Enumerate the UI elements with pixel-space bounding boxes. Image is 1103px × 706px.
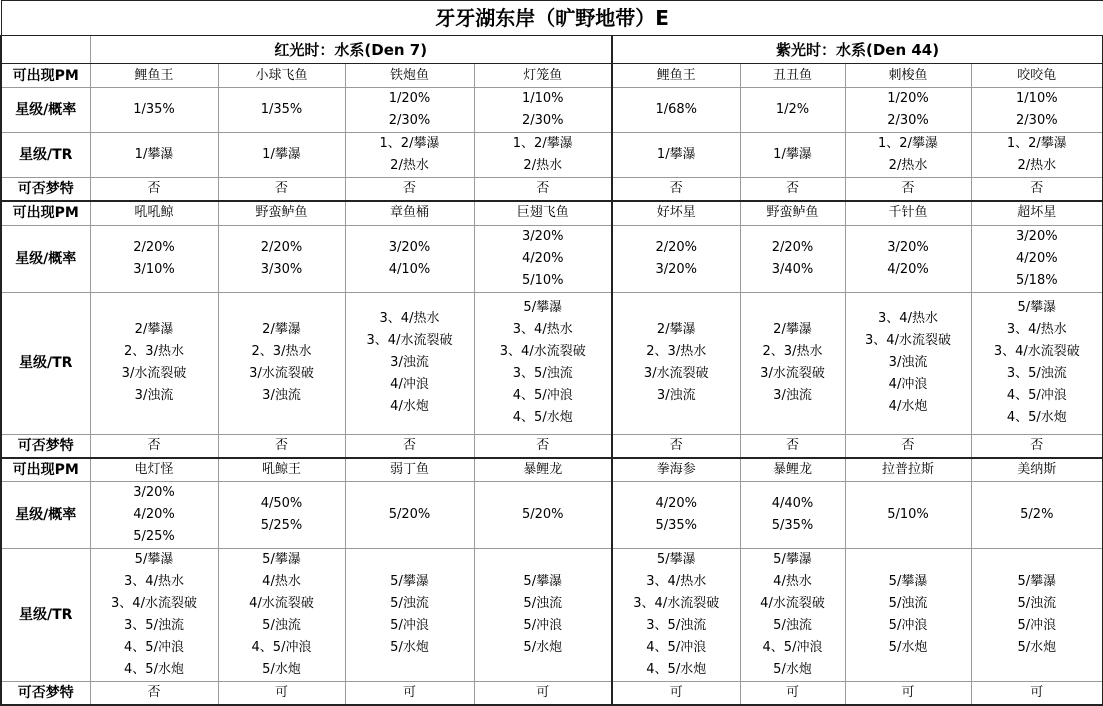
cell-gmax: 否 xyxy=(90,682,218,706)
cell-pm: 小球飞鱼 xyxy=(218,64,345,88)
cell-pm: 章鱼桶 xyxy=(345,201,474,225)
cell-line: 5/冲浪 xyxy=(523,618,563,633)
cell-tr xyxy=(345,133,474,178)
cell-line: 4、5/水炮 xyxy=(1006,410,1067,425)
cell-line: 4、5/冲浪 xyxy=(512,388,573,403)
cell-line: 1、2/攀瀑 xyxy=(878,136,938,151)
cell-tr xyxy=(971,549,1103,682)
row-label-pm: 可出现PM xyxy=(1,458,90,482)
cell-line: 1、2/攀瀑 xyxy=(1006,136,1067,151)
cell-line: 1、2/攀瀑 xyxy=(379,136,440,151)
cell-gmax: 可 xyxy=(740,682,845,706)
cell-line: 3/浊流 xyxy=(134,388,174,403)
cell-line: 3、4/热水 xyxy=(1006,322,1067,337)
row-gmax-section-3 xyxy=(1,682,1103,706)
row-pm-section-3 xyxy=(1,458,1103,482)
cell-line: 3、5/浊流 xyxy=(512,366,573,381)
cell-line: 3/浊流 xyxy=(888,355,928,370)
cell-tr xyxy=(845,292,971,434)
cell-gmax: 可 xyxy=(845,682,971,706)
cell-line: 5/水炮 xyxy=(773,662,812,677)
cell-line: 1/攀瀑 xyxy=(656,147,696,162)
cell-line: 5/18% xyxy=(1016,272,1058,288)
row-star-section-1 xyxy=(1,88,1103,133)
cell-line: 3/20% xyxy=(1016,228,1058,244)
cell-line: 1/20% xyxy=(388,91,431,106)
cell-line: 3/水流裂破 xyxy=(249,366,314,381)
cell-pm: 鲤鱼王 xyxy=(612,64,740,88)
cell-line: 4/冲浪 xyxy=(888,377,928,392)
row-tr-section-1 xyxy=(1,133,1103,178)
cell-line: 3、5/浊流 xyxy=(1006,366,1067,381)
cell-line: 4/冲浪 xyxy=(390,377,429,392)
cell-line: 2/20% xyxy=(655,239,698,255)
cell-gmax: 否 xyxy=(740,178,845,202)
cell-tr xyxy=(218,549,345,682)
cell-line: 5/攀瀑 xyxy=(1017,574,1057,589)
cell-tr xyxy=(612,292,740,434)
cell-line: 2、3/热水 xyxy=(124,344,184,359)
cell-star xyxy=(845,88,971,133)
row-label-gmax: 可否梦特 xyxy=(1,178,90,202)
row-star-section-2 xyxy=(1,225,1103,292)
cell-line: 3、4/水流裂破 xyxy=(366,333,453,348)
cell-line: 5/10% xyxy=(887,507,929,522)
cell-line: 4/水炮 xyxy=(888,399,928,414)
cell-line: 3/20% xyxy=(887,239,929,255)
cell-gmax: 否 xyxy=(612,178,740,202)
cell-star xyxy=(474,88,612,133)
cell-line: 3/水流裂破 xyxy=(760,366,825,381)
cell-tr xyxy=(971,133,1103,178)
cell-line: 5/攀瀑 xyxy=(656,552,696,567)
cell-line: 3/浊流 xyxy=(390,355,429,370)
cell-line: 3/20% xyxy=(133,485,175,500)
cell-pm: 吼鲸王 xyxy=(218,458,345,482)
cell-line: 2/30% xyxy=(521,113,564,128)
cell-gmax: 可 xyxy=(345,682,474,706)
cell-line: 3、4/热水 xyxy=(124,574,184,589)
cell-line: 4/水流裂破 xyxy=(249,596,314,611)
row-label-gmax: 可否梦特 xyxy=(1,682,90,706)
cell-line: 3、4/水流裂破 xyxy=(865,333,951,348)
cell-star xyxy=(218,482,345,549)
cell-line: 5/攀瀑 xyxy=(523,300,563,315)
cell-star xyxy=(612,482,740,549)
cell-line: 5/2% xyxy=(1020,507,1054,522)
cell-line: 5/20% xyxy=(388,507,431,522)
cell-line: 5/攀瀑 xyxy=(888,574,928,589)
cell-line: 2/20% xyxy=(771,239,814,255)
cell-line: 1、2/攀瀑 xyxy=(512,136,573,151)
cell-gmax: 可 xyxy=(474,682,612,706)
cell-gmax: 否 xyxy=(90,178,218,202)
cell-tr xyxy=(971,292,1103,434)
cell-line: 4/20% xyxy=(655,496,698,511)
cell-line: 5/冲浪 xyxy=(1017,618,1057,633)
row-label-star: 星级/概率 xyxy=(1,482,90,549)
cell-line: 4/20% xyxy=(133,507,175,522)
cell-line: 2/热水 xyxy=(888,158,928,173)
row-gmax-section-1 xyxy=(1,178,1103,202)
row-label-star: 星级/概率 xyxy=(1,225,90,292)
cell-line: 2、3/热水 xyxy=(762,344,823,359)
cell-line: 4/热水 xyxy=(262,574,301,589)
cell-line: 3、4/热水 xyxy=(379,311,440,326)
cell-line: 5/冲浪 xyxy=(888,618,928,633)
row-label-pm: 可出现PM xyxy=(1,64,90,88)
cell-line: 5/25% xyxy=(260,518,303,533)
cell-gmax: 否 xyxy=(345,434,474,458)
cell-line: 3/浊流 xyxy=(773,388,812,403)
cell-line: 4、5/冲浪 xyxy=(251,640,312,655)
cell-pm: 吼吼鲸 xyxy=(90,201,218,225)
row-gmax-section-2 xyxy=(1,434,1103,458)
cell-tr xyxy=(740,292,845,434)
cell-line: 3/20% xyxy=(388,239,431,255)
cell-gmax: 否 xyxy=(845,178,971,202)
row-label-pm: 可出现PM xyxy=(1,201,90,225)
row-label-tr: 星级/TR xyxy=(1,292,90,434)
cell-line: 5/浊流 xyxy=(390,596,429,611)
cell-tr xyxy=(90,133,218,178)
header-corner xyxy=(1,36,90,64)
cell-line: 2/攀瀑 xyxy=(773,322,812,337)
cell-line: 4、5/冲浪 xyxy=(646,640,707,655)
cell-line: 3/水流裂破 xyxy=(643,366,709,381)
cell-tr xyxy=(474,549,612,682)
cell-line: 4/水炮 xyxy=(390,399,429,414)
cell-line: 4、5/水炮 xyxy=(646,662,707,677)
cell-pm: 咬咬龟 xyxy=(971,64,1103,88)
cell-line: 1/35% xyxy=(133,102,175,117)
cell-line: 2/20% xyxy=(260,239,303,255)
row-pm-section-1 xyxy=(1,64,1103,88)
cell-tr xyxy=(218,133,345,178)
cell-line: 2、3/热水 xyxy=(251,344,312,359)
cell-line: 1/35% xyxy=(260,102,303,117)
cell-line: 4、5/冲浪 xyxy=(1006,388,1067,403)
cell-tr xyxy=(345,292,474,434)
cell-pm: 铁炮鱼 xyxy=(345,64,474,88)
row-label-gmax: 可否梦特 xyxy=(1,434,90,458)
cell-star xyxy=(740,225,845,292)
cell-gmax: 否 xyxy=(971,434,1103,458)
cell-line: 4、5/水炮 xyxy=(124,662,184,677)
cell-tr xyxy=(474,133,612,178)
row-pm-section-2 xyxy=(1,201,1103,225)
cell-gmax: 否 xyxy=(90,434,218,458)
cell-star xyxy=(612,225,740,292)
row-label-star: 星级/概率 xyxy=(1,88,90,133)
red-light-header: 红光时：水系(Den 7) xyxy=(90,36,612,64)
cell-tr xyxy=(90,549,218,682)
cell-pm: 超坏星 xyxy=(971,201,1103,225)
cell-star xyxy=(90,88,218,133)
cell-pm: 巨翅飞鱼 xyxy=(474,201,612,225)
cell-line: 1/攀瀑 xyxy=(134,147,174,162)
cell-line: 4、5/水炮 xyxy=(512,410,573,425)
cell-gmax: 否 xyxy=(218,178,345,202)
cell-pm: 灯笼鱼 xyxy=(474,64,612,88)
cell-line: 5/35% xyxy=(771,518,814,533)
row-tr-section-3 xyxy=(1,549,1103,682)
cell-line: 3/水流裂破 xyxy=(121,366,187,381)
cell-line: 5/水炮 xyxy=(888,640,928,655)
cell-star xyxy=(971,225,1103,292)
cell-line: 2/热水 xyxy=(523,158,563,173)
cell-line: 1/10% xyxy=(521,91,564,106)
cell-line: 3、4/热水 xyxy=(878,311,938,326)
cell-line: 5/10% xyxy=(521,272,564,288)
row-label-tr: 星级/TR xyxy=(1,549,90,682)
cell-star xyxy=(345,482,474,549)
cell-line: 5/冲浪 xyxy=(390,618,429,633)
purple-light-header: 紫光时：水系(Den 44) xyxy=(612,36,1103,64)
cell-star xyxy=(345,88,474,133)
cell-line: 2、3/热水 xyxy=(646,344,707,359)
cell-line: 3/10% xyxy=(133,261,175,277)
cell-gmax: 否 xyxy=(345,178,474,202)
cell-tr xyxy=(740,133,845,178)
cell-line: 2/攀瀑 xyxy=(134,322,174,337)
cell-line: 3、4/水流裂破 xyxy=(993,344,1080,359)
cell-line: 1/20% xyxy=(887,91,929,106)
cell-line: 2/30% xyxy=(388,113,431,128)
cell-line: 5/攀瀑 xyxy=(390,574,429,589)
cell-star xyxy=(740,88,845,133)
cell-pm: 弱丁鱼 xyxy=(345,458,474,482)
cell-line: 3、4/水流裂破 xyxy=(111,596,197,611)
cell-star xyxy=(740,482,845,549)
cell-line: 3、4/热水 xyxy=(512,322,573,337)
cell-pm: 好坏星 xyxy=(612,201,740,225)
cell-line: 5/浊流 xyxy=(888,596,928,611)
cell-tr xyxy=(90,292,218,434)
cell-gmax: 否 xyxy=(218,434,345,458)
cell-gmax: 否 xyxy=(474,178,612,202)
cell-line: 5/攀瀑 xyxy=(1017,300,1057,315)
cell-line: 5/浊流 xyxy=(773,618,812,633)
cell-line: 3、4/水流裂破 xyxy=(499,344,586,359)
cell-line: 3、5/浊流 xyxy=(646,618,707,633)
cell-star xyxy=(90,482,218,549)
cell-gmax: 可 xyxy=(218,682,345,706)
cell-line: 1/68% xyxy=(655,102,698,117)
cell-line: 1/攀瀑 xyxy=(262,147,301,162)
cell-star xyxy=(845,225,971,292)
cell-gmax: 可 xyxy=(971,682,1103,706)
cell-pm: 千针鱼 xyxy=(845,201,971,225)
cell-line: 4/10% xyxy=(388,261,431,277)
page-title: 牙牙湖东岸（旷野地带）E xyxy=(1,1,1103,36)
cell-line: 4/20% xyxy=(887,261,929,277)
cell-line: 3/浊流 xyxy=(262,388,301,403)
cell-line: 5/20% xyxy=(521,507,564,522)
cell-gmax: 否 xyxy=(971,178,1103,202)
cell-line: 5/25% xyxy=(133,529,175,544)
cell-line: 4/40% xyxy=(771,496,814,511)
cell-line: 1/10% xyxy=(1016,91,1058,106)
cell-line: 2/热水 xyxy=(1017,158,1057,173)
cell-tr xyxy=(740,549,845,682)
cell-pm: 暴鲤龙 xyxy=(740,458,845,482)
cell-line: 4/20% xyxy=(1016,250,1058,266)
cell-line: 2/30% xyxy=(1016,113,1058,128)
cell-line: 1/2% xyxy=(775,102,810,117)
cell-pm: 刺梭鱼 xyxy=(845,64,971,88)
row-tr-section-2 xyxy=(1,292,1103,434)
row-label-tr: 星级/TR xyxy=(1,133,90,178)
cell-pm: 野蛮鲈鱼 xyxy=(218,201,345,225)
cell-gmax: 可 xyxy=(612,682,740,706)
cell-star xyxy=(90,225,218,292)
cell-line: 4/50% xyxy=(260,496,303,511)
cell-pm: 野蛮鲈鱼 xyxy=(740,201,845,225)
cell-gmax: 否 xyxy=(845,434,971,458)
cell-line: 2/30% xyxy=(887,113,929,128)
cell-tr xyxy=(612,133,740,178)
cell-line: 5/浊流 xyxy=(1017,596,1057,611)
cell-star xyxy=(218,88,345,133)
cell-line: 3/20% xyxy=(521,228,564,244)
cell-star xyxy=(474,482,612,549)
cell-line: 2/20% xyxy=(133,239,175,255)
row-star-section-3 xyxy=(1,482,1103,549)
cell-line: 5/攀瀑 xyxy=(523,574,563,589)
cell-line: 3/30% xyxy=(260,261,303,277)
cell-line: 5/攀瀑 xyxy=(134,552,174,567)
cell-line: 5/浊流 xyxy=(262,618,301,633)
cell-line: 4/热水 xyxy=(773,574,812,589)
cell-line: 1/攀瀑 xyxy=(773,147,812,162)
cell-tr xyxy=(345,549,474,682)
cell-star xyxy=(345,225,474,292)
cell-gmax: 否 xyxy=(612,434,740,458)
cell-line: 4/水流裂破 xyxy=(760,596,825,611)
cell-line: 5/水炮 xyxy=(390,640,429,655)
cell-tr xyxy=(612,549,740,682)
cell-line: 4、5/冲浪 xyxy=(124,640,184,655)
cell-line: 2/热水 xyxy=(390,158,429,173)
cell-pm: 暴鲤龙 xyxy=(474,458,612,482)
cell-pm: 拉普拉斯 xyxy=(845,458,971,482)
cell-line: 4/20% xyxy=(521,250,564,266)
cell-gmax: 否 xyxy=(474,434,612,458)
cell-line: 3、4/水流裂破 xyxy=(633,596,720,611)
cell-pm: 拳海参 xyxy=(612,458,740,482)
cell-tr xyxy=(845,549,971,682)
cell-tr xyxy=(474,292,612,434)
cell-gmax: 否 xyxy=(740,434,845,458)
cell-star xyxy=(971,88,1103,133)
cell-line: 5/水炮 xyxy=(1017,640,1057,655)
cell-line: 5/水炮 xyxy=(262,662,301,677)
cell-line: 5/浊流 xyxy=(523,596,563,611)
cell-line: 4、5/冲浪 xyxy=(762,640,823,655)
cell-pm: 鲤鱼王 xyxy=(90,64,218,88)
cell-line: 3/40% xyxy=(771,261,814,277)
cell-line: 3/浊流 xyxy=(656,388,696,403)
cell-pm: 电灯怪 xyxy=(90,458,218,482)
cell-pm: 美纳斯 xyxy=(971,458,1103,482)
cell-star xyxy=(971,482,1103,549)
cell-star xyxy=(218,225,345,292)
cell-line: 3/20% xyxy=(655,261,698,277)
cell-line: 2/攀瀑 xyxy=(656,322,696,337)
cell-tr xyxy=(845,133,971,178)
cell-line: 2/攀瀑 xyxy=(262,322,301,337)
cell-star xyxy=(845,482,971,549)
cell-line: 5/35% xyxy=(655,518,698,533)
cell-tr xyxy=(218,292,345,434)
cell-line: 3、4/热水 xyxy=(646,574,707,589)
cell-star xyxy=(474,225,612,292)
cell-star xyxy=(612,88,740,133)
cell-line: 5/攀瀑 xyxy=(773,552,812,567)
cell-line: 5/水炮 xyxy=(523,640,563,655)
cell-pm: 丑丑鱼 xyxy=(740,64,845,88)
cell-line: 5/攀瀑 xyxy=(262,552,301,567)
cell-line: 3、5/浊流 xyxy=(124,618,184,633)
